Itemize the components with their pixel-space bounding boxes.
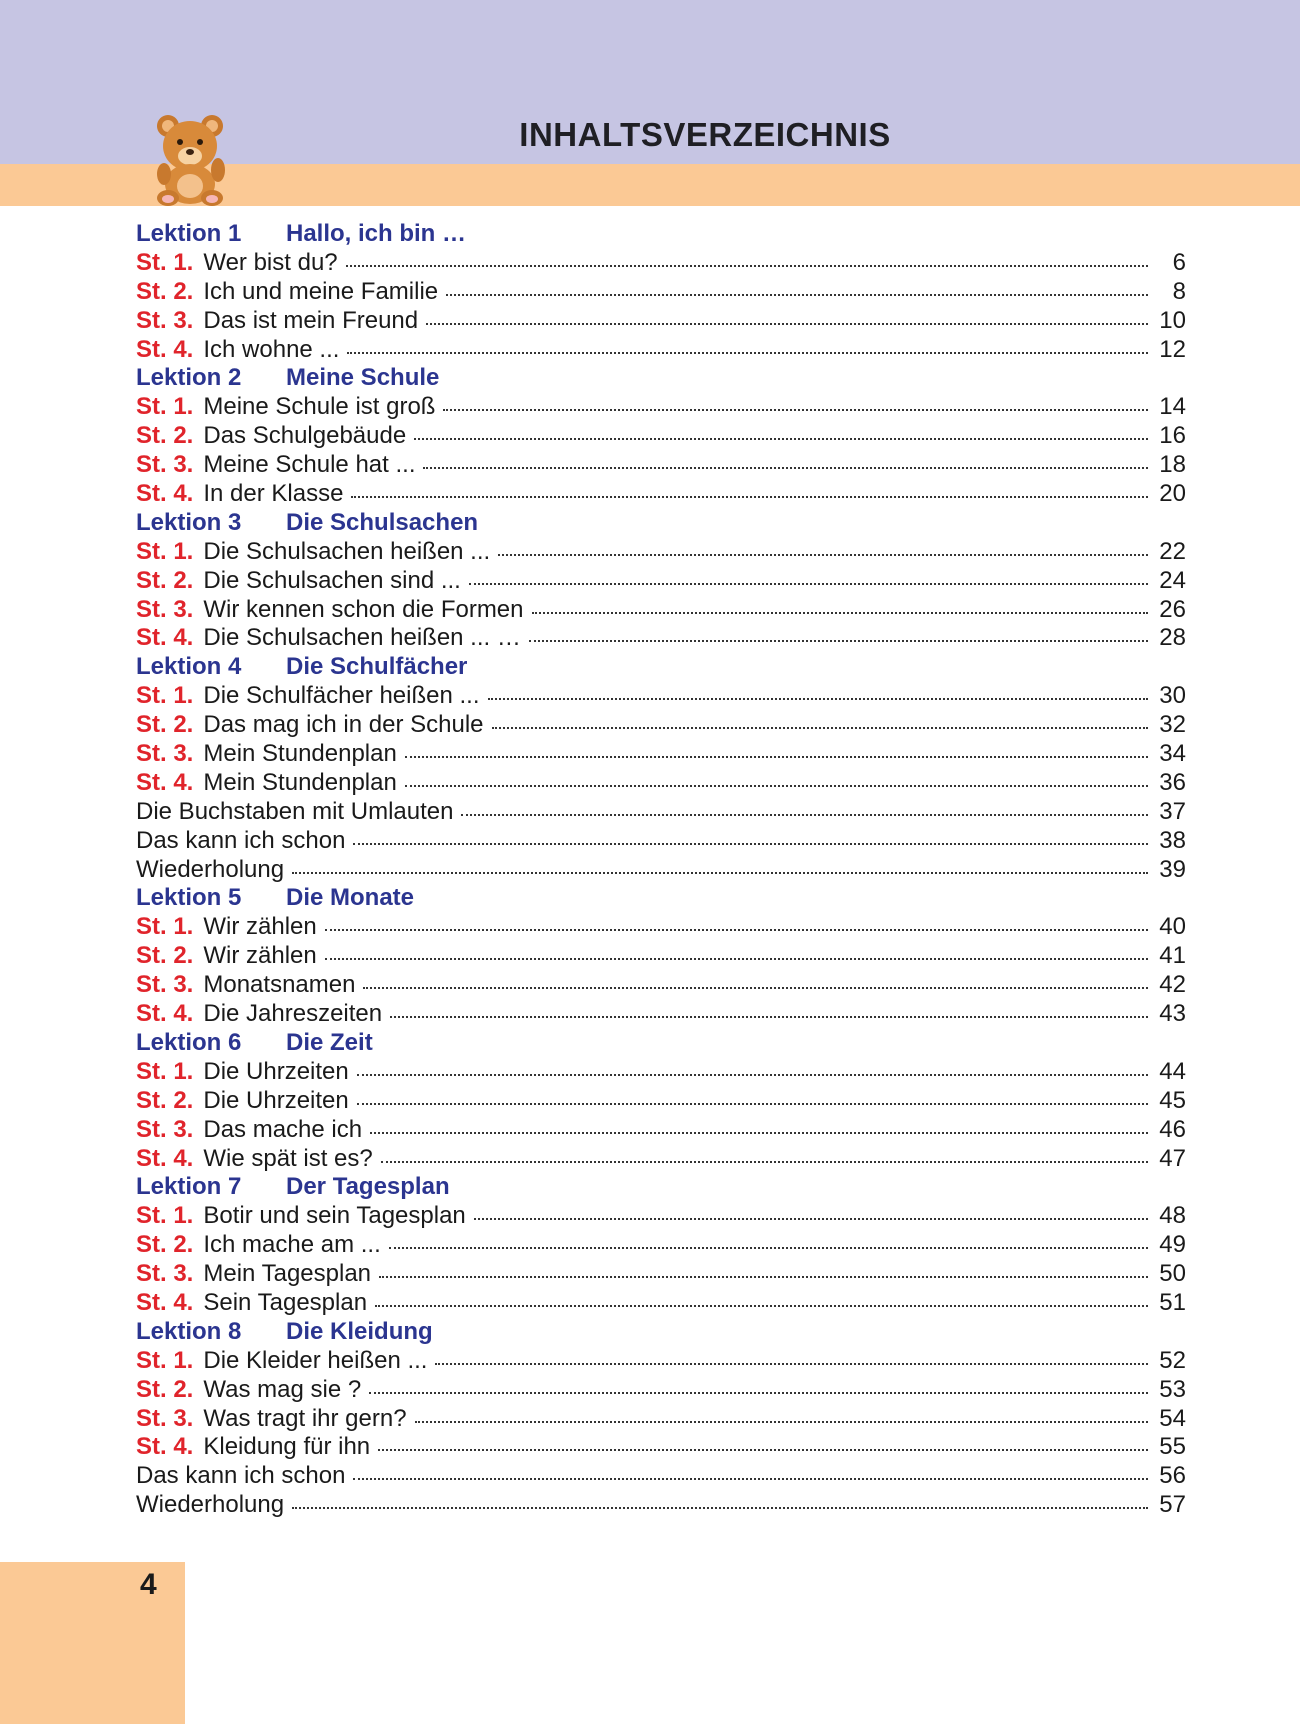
stunde-number: St. 3.	[136, 451, 194, 479]
entry-label: Mein Stundenplan	[203, 768, 397, 796]
entry-page-number: 36	[1159, 768, 1186, 796]
entry-label: Die Schulfächer heißen ...	[203, 682, 480, 710]
entry-label: In der Klasse	[203, 480, 344, 508]
dot-leader	[369, 1391, 1148, 1394]
toc-entry[interactable]	[136, 480, 1186, 509]
entry-label: Das ist mein Freund	[203, 306, 419, 334]
dot-leader	[292, 871, 1148, 874]
entry-page-number: 51	[1159, 1288, 1186, 1316]
stunde-number: St. 2.	[136, 711, 194, 739]
toc-entry[interactable]	[136, 740, 1186, 769]
dot-leader	[346, 264, 1148, 267]
toc-entry[interactable]	[136, 1260, 1186, 1289]
stunde-number: St. 2.	[136, 942, 194, 970]
lesson-number: Lektion 7	[136, 1173, 242, 1201]
toc-lesson-heading[interactable]	[136, 653, 1186, 682]
dot-leader	[405, 784, 1148, 787]
dot-leader	[423, 466, 1148, 469]
entry-label: Die Uhrzeiten	[203, 1057, 349, 1085]
table-of-contents	[136, 220, 1186, 1520]
entry-page-number: 24	[1159, 566, 1186, 594]
entry-label: Wie spät ist es?	[203, 1144, 373, 1172]
stunde-number: St. 1.	[136, 393, 194, 421]
dot-leader	[446, 293, 1148, 296]
page-number: 4	[140, 1568, 157, 1601]
toc-entry[interactable]	[136, 1000, 1186, 1029]
toc-entry[interactable]	[136, 278, 1186, 307]
toc-entry[interactable]	[136, 682, 1186, 711]
toc-entry[interactable]	[136, 596, 1186, 625]
dot-leader	[405, 755, 1148, 758]
entry-page-number: 46	[1159, 1115, 1186, 1143]
toc-entry[interactable]	[136, 1145, 1186, 1174]
entry-page-number: 56	[1159, 1462, 1186, 1490]
toc-lesson-heading[interactable]	[136, 1029, 1186, 1058]
dot-leader	[529, 639, 1148, 642]
entry-label: Ich und meine Familie	[203, 277, 439, 305]
entry-page-number: 48	[1159, 1202, 1186, 1230]
entry-page-number: 14	[1159, 393, 1186, 421]
entry-page-number: 42	[1159, 971, 1186, 999]
entry-label: Die Schulsachen heißen ... …	[203, 624, 521, 652]
toc-entry[interactable]	[136, 971, 1186, 1000]
entry-label: Ich mache am ...	[203, 1231, 381, 1259]
dot-leader	[375, 1304, 1148, 1307]
entry-page-number: 6	[1172, 248, 1186, 276]
entry-label: Botir und sein Tagesplan	[203, 1202, 466, 1230]
entry-label: Das kann ich schon	[136, 1462, 346, 1490]
page-title: INHALTSVERZEICHNIS	[519, 116, 891, 153]
dot-leader	[357, 1102, 1148, 1105]
stunde-number: St. 2.	[136, 277, 194, 305]
toc-entry[interactable]	[136, 711, 1186, 740]
entry-label: Wir zählen	[203, 913, 317, 941]
entry-label: Was mag sie ?	[203, 1375, 362, 1403]
dot-leader	[532, 611, 1148, 614]
stunde-number: St. 1.	[136, 1057, 194, 1085]
entry-page-number: 47	[1159, 1144, 1186, 1172]
toc-entry[interactable]	[136, 336, 1186, 365]
entry-page-number: 50	[1159, 1260, 1186, 1288]
entry-label: Mein Tagesplan	[203, 1260, 372, 1288]
stunde-number: St. 1.	[136, 913, 194, 941]
entry-label: Das mag ich in der Schule	[203, 711, 484, 739]
stunde-number: St. 2.	[136, 566, 194, 594]
lesson-title: Die Schulsachen	[286, 508, 479, 536]
entry-label: Die Kleider heißen ...	[203, 1346, 428, 1374]
entry-page-number: 34	[1159, 740, 1186, 768]
entry-label: Kleidung für ihn	[203, 1433, 371, 1461]
stunde-number: St. 4.	[136, 480, 194, 508]
dot-leader	[370, 1131, 1148, 1134]
toc-entry[interactable]	[136, 567, 1186, 596]
entry-label: Die Jahreszeiten	[203, 1000, 383, 1028]
lesson-title: Die Kleidung	[286, 1317, 433, 1345]
stunde-number: St. 4.	[136, 335, 194, 363]
entry-page-number: 18	[1159, 451, 1186, 479]
entry-label: Das kann ich schon	[136, 826, 346, 854]
toc-lesson-heading[interactable]	[136, 1173, 1186, 1202]
dot-leader	[381, 1160, 1148, 1163]
entry-label: Mein Stundenplan	[203, 740, 397, 768]
lesson-title: Der Tagesplan	[286, 1173, 450, 1201]
stunde-number: St. 1.	[136, 1202, 194, 1230]
entry-label: Wiederholung	[136, 1491, 285, 1519]
stunde-number: St. 4.	[136, 1288, 194, 1316]
stunde-number: St. 2.	[136, 1086, 194, 1114]
entry-label: Wiederholung	[136, 855, 285, 883]
toc-entry[interactable]	[136, 942, 1186, 971]
toc-entry[interactable]	[136, 624, 1186, 653]
toc-entry[interactable]	[136, 827, 1186, 856]
lesson-title: Meine Schule	[286, 364, 440, 392]
entry-label: Was tragt ihr gern?	[203, 1404, 407, 1432]
entry-page-number: 12	[1159, 335, 1186, 363]
dot-leader	[498, 553, 1148, 556]
lesson-title: Hallo, ich bin …	[286, 220, 467, 247]
toc-lesson-heading[interactable]	[136, 509, 1186, 538]
toc-entry[interactable]	[136, 1347, 1186, 1376]
entry-page-number: 41	[1159, 942, 1186, 970]
entry-label: Meine Schule ist groß	[203, 393, 436, 421]
toc-entry[interactable]	[136, 1231, 1186, 1260]
dot-leader	[390, 1015, 1148, 1018]
toc-entry[interactable]	[136, 856, 1186, 885]
entry-page-number: 40	[1159, 913, 1186, 941]
toc-entry[interactable]	[136, 307, 1186, 336]
dot-leader	[435, 1362, 1148, 1365]
entry-page-number: 10	[1159, 306, 1186, 334]
dot-leader	[363, 986, 1148, 989]
dot-leader	[353, 842, 1148, 845]
stunde-number: St. 3.	[136, 1115, 194, 1143]
toc-entry[interactable]	[136, 1116, 1186, 1145]
lesson-title: Die Schulfächer	[286, 653, 468, 681]
dot-leader	[492, 726, 1149, 729]
toc-entry[interactable]	[136, 1376, 1186, 1405]
lesson-number: Lektion 8	[136, 1317, 242, 1345]
toc-lesson-heading[interactable]	[136, 220, 1186, 249]
entry-label: Das Schulgebäude	[203, 422, 407, 450]
entry-label: Ich wohne ...	[203, 335, 340, 363]
entry-label: Die Schulsachen heißen ...	[203, 537, 491, 565]
entry-label: Wir zählen	[203, 942, 317, 970]
entry-label: Wir kennen schon die Formen	[203, 595, 524, 623]
entry-page-number: 38	[1159, 826, 1186, 854]
toc-entry[interactable]	[136, 1491, 1186, 1520]
dot-leader	[414, 437, 1148, 440]
stunde-number: St. 3.	[136, 306, 194, 334]
toc-entry[interactable]	[136, 1087, 1186, 1116]
stunde-number: St. 3.	[136, 740, 194, 768]
dot-leader	[292, 1506, 1148, 1509]
stunde-number: St. 3.	[136, 1260, 194, 1288]
entry-page-number: 49	[1159, 1231, 1186, 1259]
entry-page-number: 57	[1159, 1491, 1186, 1519]
stunde-number: St. 1.	[136, 682, 194, 710]
toc-entry[interactable]	[136, 1289, 1186, 1318]
stunde-number: St. 3.	[136, 1404, 194, 1432]
dot-leader	[325, 957, 1148, 960]
entry-label: Die Buchstaben mit Umlauten	[136, 797, 454, 825]
dot-leader	[461, 813, 1148, 816]
lesson-number: Lektion 5	[136, 884, 242, 912]
entry-page-number: 16	[1159, 422, 1186, 450]
entry-page-number: 45	[1159, 1086, 1186, 1114]
lesson-number: Lektion 4	[136, 653, 242, 681]
toc-entry[interactable]	[136, 769, 1186, 798]
entry-label: Das mache ich	[203, 1115, 363, 1143]
dot-leader	[488, 697, 1149, 700]
entry-page-number: 43	[1159, 1000, 1186, 1028]
toc-lesson-heading[interactable]	[136, 884, 1186, 913]
toc-entry[interactable]	[136, 1405, 1186, 1434]
entry-label: Die Uhrzeiten	[203, 1086, 349, 1114]
dot-leader	[426, 322, 1148, 325]
dot-leader	[469, 582, 1148, 585]
dot-leader	[351, 495, 1148, 498]
dot-leader	[347, 351, 1148, 354]
stunde-number: St. 1.	[136, 537, 194, 565]
dot-leader	[378, 1448, 1148, 1451]
toc-entry[interactable]	[136, 798, 1186, 827]
dot-leader	[415, 1420, 1148, 1423]
entry-page-number: 20	[1159, 480, 1186, 508]
entry-label: Die Schulsachen sind ...	[203, 566, 461, 594]
toc-entry[interactable]	[136, 1433, 1186, 1462]
toc-entry[interactable]	[136, 1058, 1186, 1087]
dot-leader	[357, 1073, 1148, 1076]
stunde-number: St. 4.	[136, 1144, 194, 1172]
stunde-number: St. 2.	[136, 422, 194, 450]
entry-page-number: 39	[1159, 855, 1186, 883]
entry-page-number: 32	[1159, 711, 1186, 739]
lesson-number: Lektion 1	[136, 220, 242, 247]
lesson-number: Lektion 3	[136, 508, 242, 536]
stunde-number: St. 3.	[136, 595, 194, 623]
dot-leader	[443, 408, 1148, 411]
entry-page-number: 30	[1159, 682, 1186, 710]
stunde-number: St. 1.	[136, 1346, 194, 1374]
dot-leader	[353, 1477, 1148, 1480]
entry-label: Monatsnamen	[203, 971, 356, 999]
toc-entry[interactable]	[136, 1202, 1186, 1231]
stunde-number: St. 4.	[136, 1433, 194, 1461]
entry-label: Sein Tagesplan	[203, 1288, 368, 1316]
toc-entry[interactable]	[136, 451, 1186, 480]
toc-entry[interactable]	[136, 393, 1186, 422]
stunde-number: St. 4.	[136, 1000, 194, 1028]
entry-page-number: 26	[1159, 595, 1186, 623]
dot-leader	[474, 1217, 1148, 1220]
entry-page-number: 44	[1159, 1057, 1186, 1085]
stunde-number: St. 4.	[136, 768, 194, 796]
toc-entry[interactable]	[136, 422, 1186, 451]
entry-page-number: 37	[1159, 797, 1186, 825]
entry-page-number: 52	[1159, 1346, 1186, 1374]
entry-label: Meine Schule hat ...	[203, 451, 416, 479]
toc-entry[interactable]	[136, 1462, 1186, 1491]
page-corner-band	[0, 1562, 185, 1724]
stunde-number: St. 2.	[136, 1375, 194, 1403]
toc-entry[interactable]	[136, 249, 1186, 278]
dot-leader	[325, 928, 1148, 931]
toc-lesson-heading[interactable]	[136, 1318, 1186, 1347]
dot-leader	[389, 1246, 1148, 1249]
stunde-number: St. 1.	[136, 248, 194, 276]
dot-leader	[379, 1275, 1148, 1278]
stunde-number: St. 4.	[136, 624, 194, 652]
toc-entry[interactable]	[136, 538, 1186, 567]
lesson-number: Lektion 2	[136, 364, 242, 392]
entry-page-number: 22	[1159, 537, 1186, 565]
entry-page-number: 28	[1159, 624, 1186, 652]
lesson-number: Lektion 6	[136, 1028, 242, 1056]
toc-lesson-heading[interactable]	[136, 364, 1186, 393]
entry-page-number: 53	[1159, 1375, 1186, 1403]
lesson-title: Die Zeit	[286, 1028, 373, 1056]
entry-page-number: 54	[1159, 1404, 1186, 1432]
stunde-number: St. 3.	[136, 971, 194, 999]
entry-label: Wer bist du?	[203, 248, 338, 276]
stunde-number: St. 2.	[136, 1231, 194, 1259]
lesson-title: Die Monate	[286, 884, 415, 912]
entry-page-number: 55	[1159, 1433, 1186, 1461]
entry-page-number: 8	[1172, 277, 1186, 305]
toc-entry[interactable]	[136, 913, 1186, 942]
